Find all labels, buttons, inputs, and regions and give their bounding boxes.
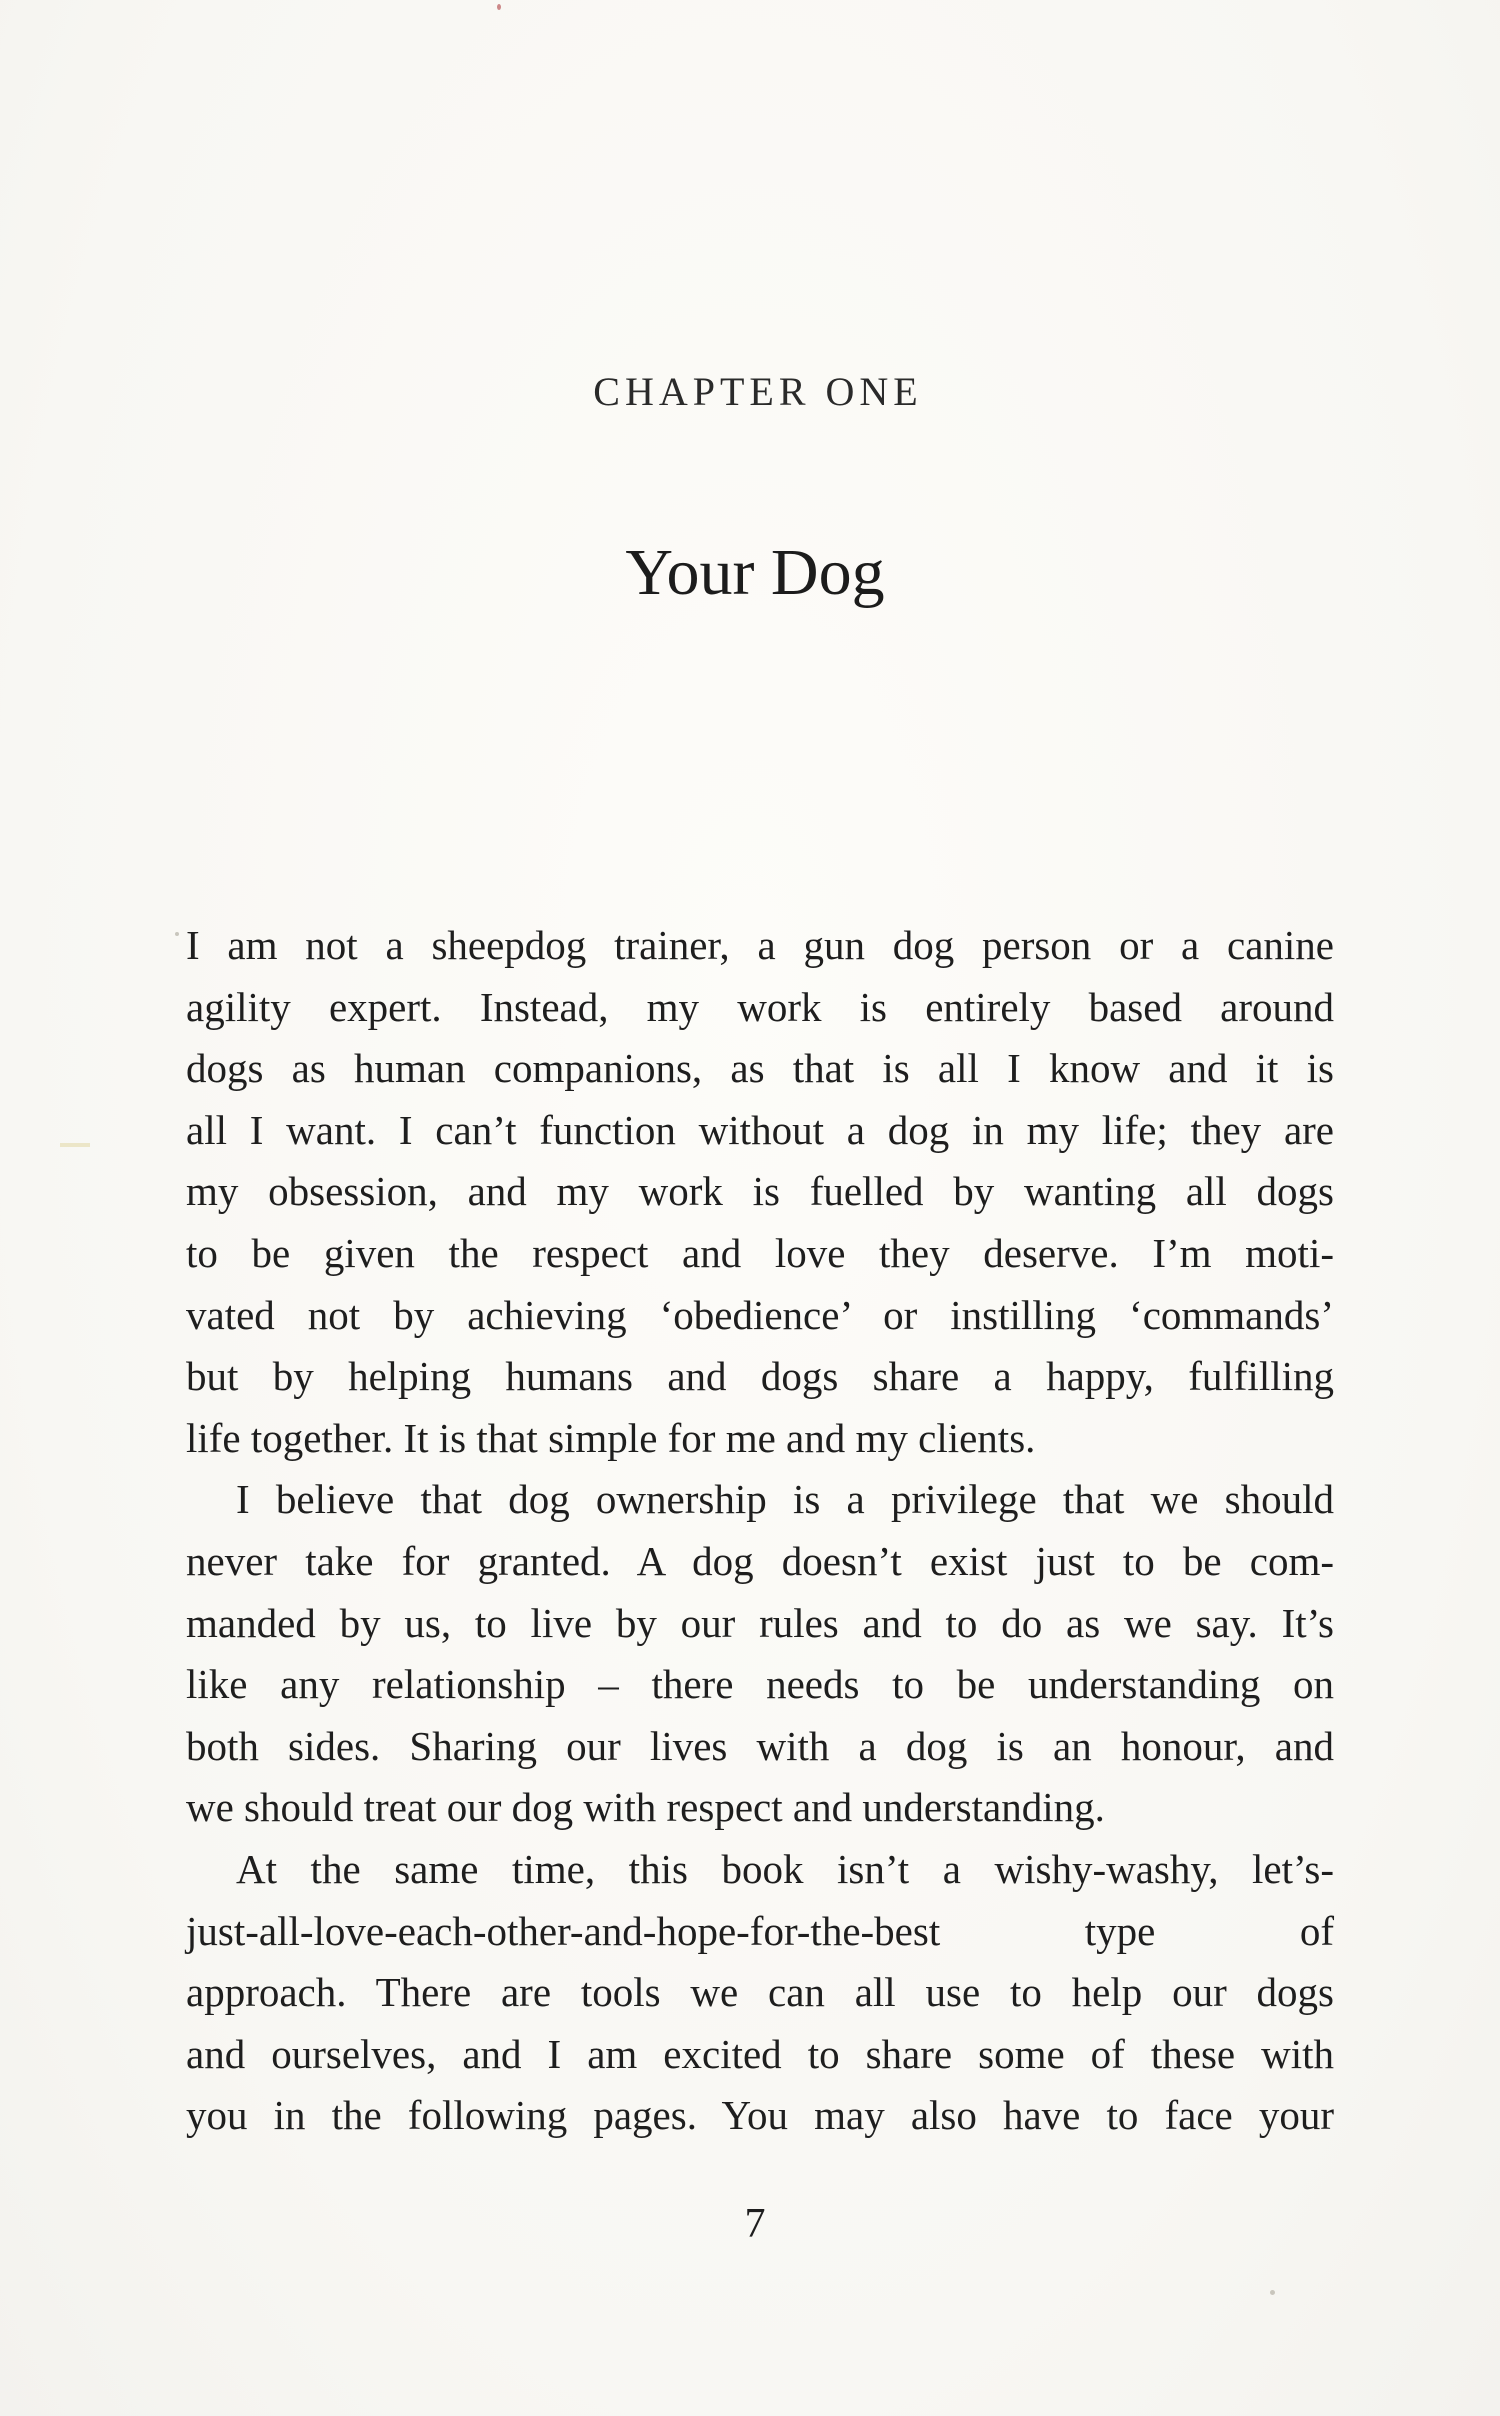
- text-line: just-all-love-each-other-and-hope-for-the-best type of: [186, 1907, 1334, 1954]
- text-line: approach. There are tools we can all use to help our dogs: [186, 1969, 1334, 2016]
- margin-smudge: [60, 1143, 90, 1147]
- body-text: [186, 915, 1334, 2147]
- chapter-label: CHAPTER ONE: [593, 369, 923, 414]
- text-line: dogs as human companions, as that is all I know and it is: [186, 1045, 1334, 1092]
- page-number: 7: [744, 2201, 766, 2247]
- paragraph: [186, 1469, 1334, 1839]
- text-line: and ourselves, and I am excited to share some of these with: [186, 2030, 1334, 2077]
- text-line: never take for granted. A dog doesn’t exist just to be com-: [186, 1537, 1334, 1584]
- text-line: agility expert. Instead, my work is entirely based around: [186, 983, 1334, 1030]
- paragraph: [186, 915, 1334, 1469]
- text-line: both sides. Sharing our lives with a dog is an honour, and: [186, 1722, 1334, 1769]
- text-line: like any relationship – there needs to be understanding on: [186, 1661, 1334, 1708]
- text-line: vated not by achieving ‘obedience’ or instilling ‘commands’: [186, 1291, 1334, 1338]
- text-line: life together. It is that simple for me and my clients.: [186, 1414, 1036, 1461]
- paragraph: [186, 1839, 1334, 2147]
- text-line: I believe that dog ownership is a privilege that we should: [236, 1476, 1334, 1523]
- text-line: all I want. I can’t function without a dog in my life; they are: [186, 1106, 1334, 1153]
- paper-speck: [175, 932, 179, 936]
- paper-speck: [1270, 2290, 1275, 2295]
- chapter-title: Your Dog: [625, 536, 885, 609]
- paper-speck: [497, 4, 501, 10]
- text-line: manded by us, to live by our rules and to do as we say. It’s: [186, 1599, 1334, 1646]
- text-line: I am not a sheepdog trainer, a gun dog person or a canine: [186, 922, 1334, 968]
- text-line: At the same time, this book isn’t a wishy-washy, let’s-: [236, 1845, 1334, 1892]
- text-line: my obsession, and my work is fuelled by wanting all dogs: [186, 1168, 1334, 1215]
- text-line: to be given the respect and love they deserve. I’m moti-: [186, 1229, 1334, 1276]
- text-line: you in the following pages. You may also have to face your: [186, 2092, 1334, 2139]
- text-line: but by helping humans and dogs share a happy, fulfilling: [186, 1353, 1334, 1400]
- text-line: we should treat our dog with respect and understanding.: [186, 1784, 1105, 1831]
